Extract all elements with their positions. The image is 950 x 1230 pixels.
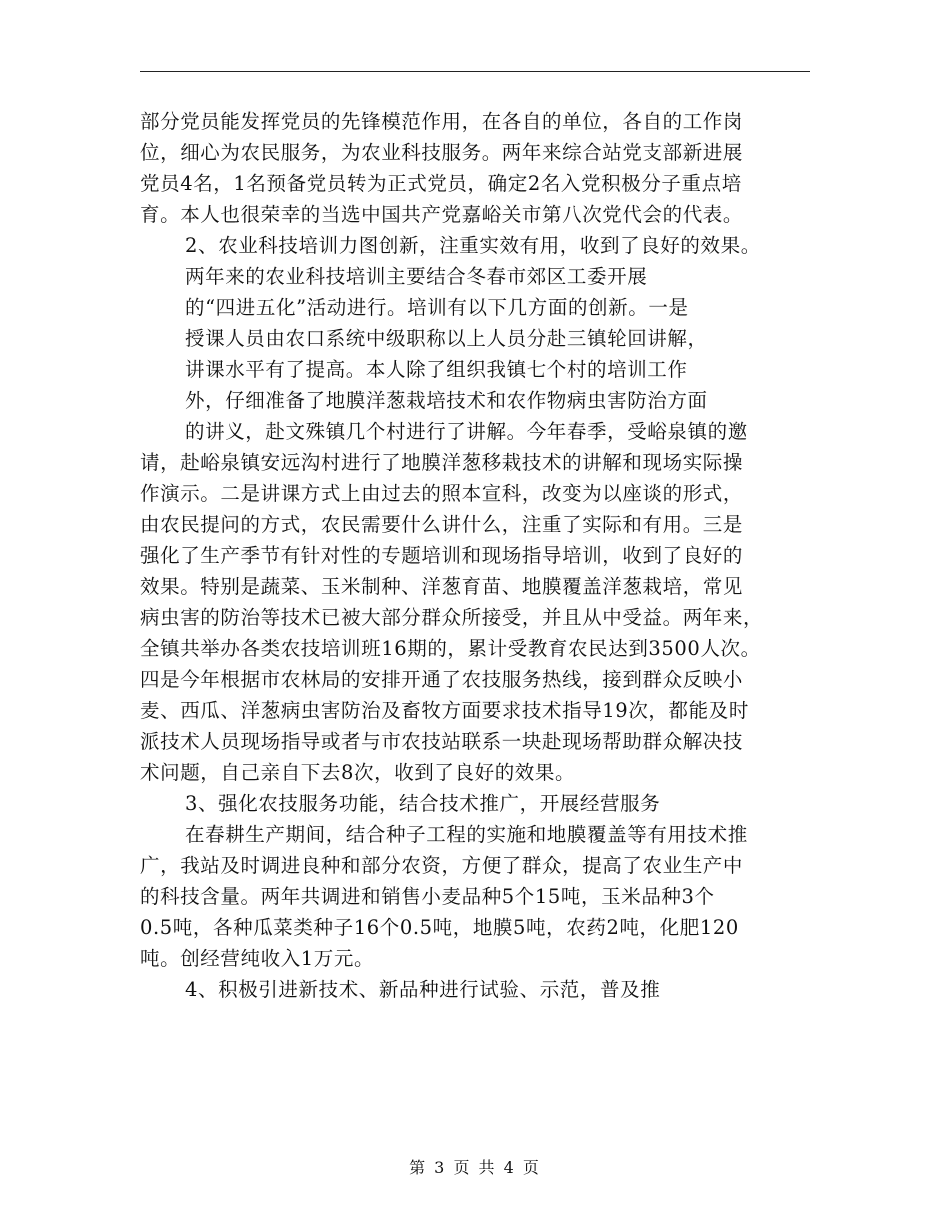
text-line: 术问题，自己亲自下去8次，收到了良好的效果。 — [140, 761, 576, 784]
text-line: 的“四进五化”活动进行。培训有以下几方面的创新。一是 — [185, 296, 689, 319]
text-line: 请，赴峪泉镇安远沟村进行了地膜洋葱移栽技术的讲解和现场实际操 — [140, 451, 744, 474]
text-line: 在春耕生产期间，结合种子工程的实施和地膜覆盖等有用技术推 — [185, 823, 748, 846]
text-line: 广，我站及时调进良种和部分农资，方便了群众，提高了农业生产中 — [140, 854, 744, 877]
text-line: 派技术人员现场指导或者与市农技站联系一块赴现场帮助群众解决技 — [140, 730, 744, 753]
text-line: 外，仔细准备了地膜洋葱栽培技术和农作物病虫害防治方面 — [185, 389, 708, 412]
text-line: 麦、西瓜、洋葱病虫害防治及畜牧方面要求技术指导19次，都能及时 — [140, 699, 749, 722]
text-line: 授课人员由农口系统中级职称以上人员分赴三镇轮回讲解， — [185, 327, 708, 350]
text-line: 的科技含量。两年共调进和销售小麦品种5个15吨，玉米品种3个 — [140, 885, 715, 908]
text-line: 两年来的农业科技培训主要结合冬春市郊区工委开展 — [185, 265, 648, 288]
text-line: 病虫害的防治等技术已被大部分群众所接受，并且从中受益。两年来， — [140, 606, 764, 629]
text-line: 育。本人也很荣幸的当选中国共产党嘉峪关市第八次党代会的代表。 — [140, 203, 744, 226]
text-line: 位，细心为农民服务，为农业科技服务。两年来综合站党支部新进展 — [140, 141, 744, 164]
text-line: 四是今年根据市农林局的安排开通了农技服务热线，接到群众反映小 — [140, 668, 744, 691]
text-line: 0.5吨，各种瓜菜类种子16个0.5吨，地膜5吨，农药2吨，化肥120 — [140, 916, 739, 939]
section-heading: 2、农业科技培训力图创新，注重实效有用，收到了良好的效果。 — [185, 234, 761, 257]
text-line: 作演示。二是讲课方式上由过去的照本宣科，改变为以座谈的形式， — [140, 482, 744, 505]
section-heading: 4、积极引进新技术、新品种进行试验、示范，普及推 — [185, 978, 661, 1001]
page-footer: 第 3 页 共 4 页 — [409, 1158, 541, 1177]
text-line: 党员4名，1名预备党员转为正式党员，确定2名入党积极分子重点培 — [140, 172, 742, 195]
text-line: 强化了生产季节有针对性的专题培训和现场指导培训，收到了良好的 — [140, 544, 744, 567]
header-rule — [140, 71, 810, 72]
text-line: 吨。创经营纯收入1万元。 — [140, 947, 375, 970]
text-line: 由农民提问的方式，农民需要什么讲什么，注重了实际和有用。三是 — [140, 513, 744, 536]
text-line: 讲课水平有了提高。本人除了组织我镇七个村的培训工作 — [185, 358, 688, 381]
text-line: 效果。特别是蔬菜、玉米制种、洋葱育苗、地膜覆盖洋葱栽培，常见 — [140, 575, 744, 598]
text-line: 全镇共举办各类农技培训班16期的，累计受教育农民达到3500人次。 — [140, 637, 761, 660]
body-text — [140, 106, 820, 1005]
section-heading: 3、强化农技服务功能，结合技术推广，开展经营服务 — [185, 792, 661, 815]
text-line: 的讲义，赴文殊镇几个村进行了讲解。今年春季，受峪泉镇的邀 — [185, 420, 748, 443]
text-line: 部分党员能发挥党员的先锋模范作用，在各自的单位，各自的工作岗 — [140, 110, 744, 133]
